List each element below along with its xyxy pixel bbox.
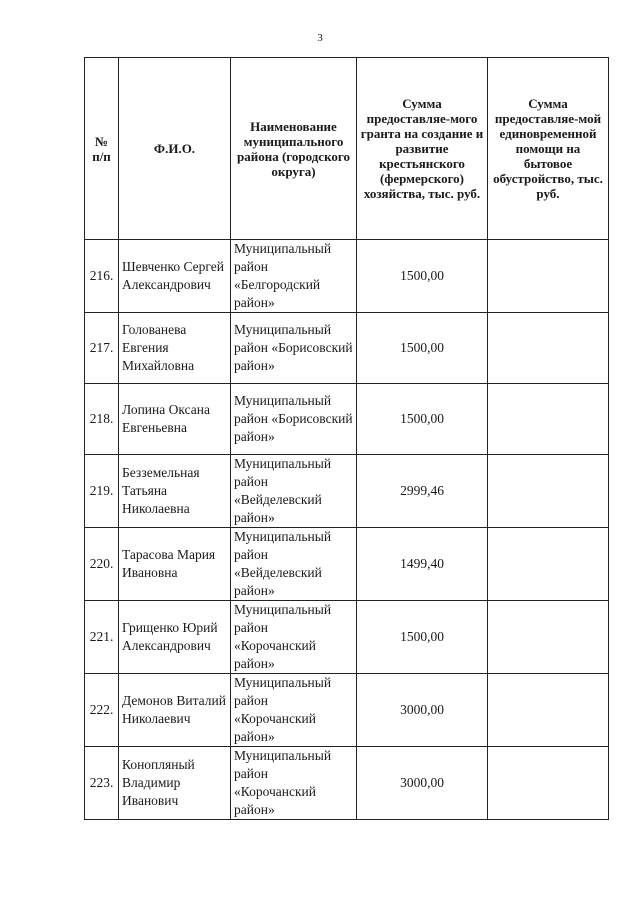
row-district: Муниципальный район «Корочанский район» [231,674,357,747]
row-grant: 1500,00 [357,601,488,674]
row-district: Муниципальный район «Борисовский район» [231,384,357,455]
row-num: 218. [85,384,119,455]
table-row [85,747,609,820]
row-aid [488,747,609,820]
row-grant: 1500,00 [357,384,488,455]
row-grant: 1499,40 [357,528,488,601]
row-name: Тарасова Мария Ивановна [119,528,231,601]
row-name: Шевченко Сергей Александрович [119,240,231,313]
row-grant: 1500,00 [357,240,488,313]
row-district: Муниципальный район «Белгородский район» [231,240,357,313]
row-district: Муниципальный район «Борисовский район» [231,313,357,384]
row-aid [488,674,609,747]
row-district: Муниципальный район «Вейделевский район» [231,455,357,528]
table-header-row [85,58,609,240]
row-name: Голованева Евгения Михайловна [119,313,231,384]
row-aid [488,455,609,528]
row-aid [488,601,609,674]
row-name: Безземельная Татьяна Николаевна [119,455,231,528]
header-name: Ф.И.О. [119,58,231,240]
row-name: Лопина Оксана Евгеньевна [119,384,231,455]
row-grant: 3000,00 [357,674,488,747]
row-num: 219. [85,455,119,528]
row-aid [488,240,609,313]
header-aid: Сумма предоставляе-мой единовременной помощи на бытовое обустройство, тыс. руб. [488,58,609,240]
row-district: Муниципальный район «Вейделевский район» [231,528,357,601]
table-row [85,240,609,313]
grant-table [84,57,609,820]
table-row [85,313,609,384]
table-row [85,384,609,455]
row-num: 222. [85,674,119,747]
page-number: 3 [317,32,323,44]
row-aid [488,384,609,455]
row-num: 221. [85,601,119,674]
row-num: 216. [85,240,119,313]
table-row [85,601,609,674]
row-name: Грищенко Юрий Александрович [119,601,231,674]
table-row [85,528,609,601]
row-num: 223. [85,747,119,820]
row-aid [488,313,609,384]
table-row [85,455,609,528]
header-grant: Сумма предоставляе-мого гранта на создание и развитие крестьянского (фермерского) хозяйства, тыс. руб. [357,58,488,240]
header-district: Наименование муниципального района (городского округа) [231,58,357,240]
row-num: 220. [85,528,119,601]
row-num: 217. [85,313,119,384]
row-grant: 1500,00 [357,313,488,384]
row-district: Муниципальный район «Корочанский район» [231,601,357,674]
table-row [85,674,609,747]
row-name: Конопляный Владимир Иванович [119,747,231,820]
row-grant: 2999,46 [357,455,488,528]
row-aid [488,528,609,601]
row-name: Демонов Виталий Николаевич [119,674,231,747]
header-num: № п/п [85,58,119,240]
row-district: Муниципальный район «Корочанский район» [231,747,357,820]
row-grant: 3000,00 [357,747,488,820]
